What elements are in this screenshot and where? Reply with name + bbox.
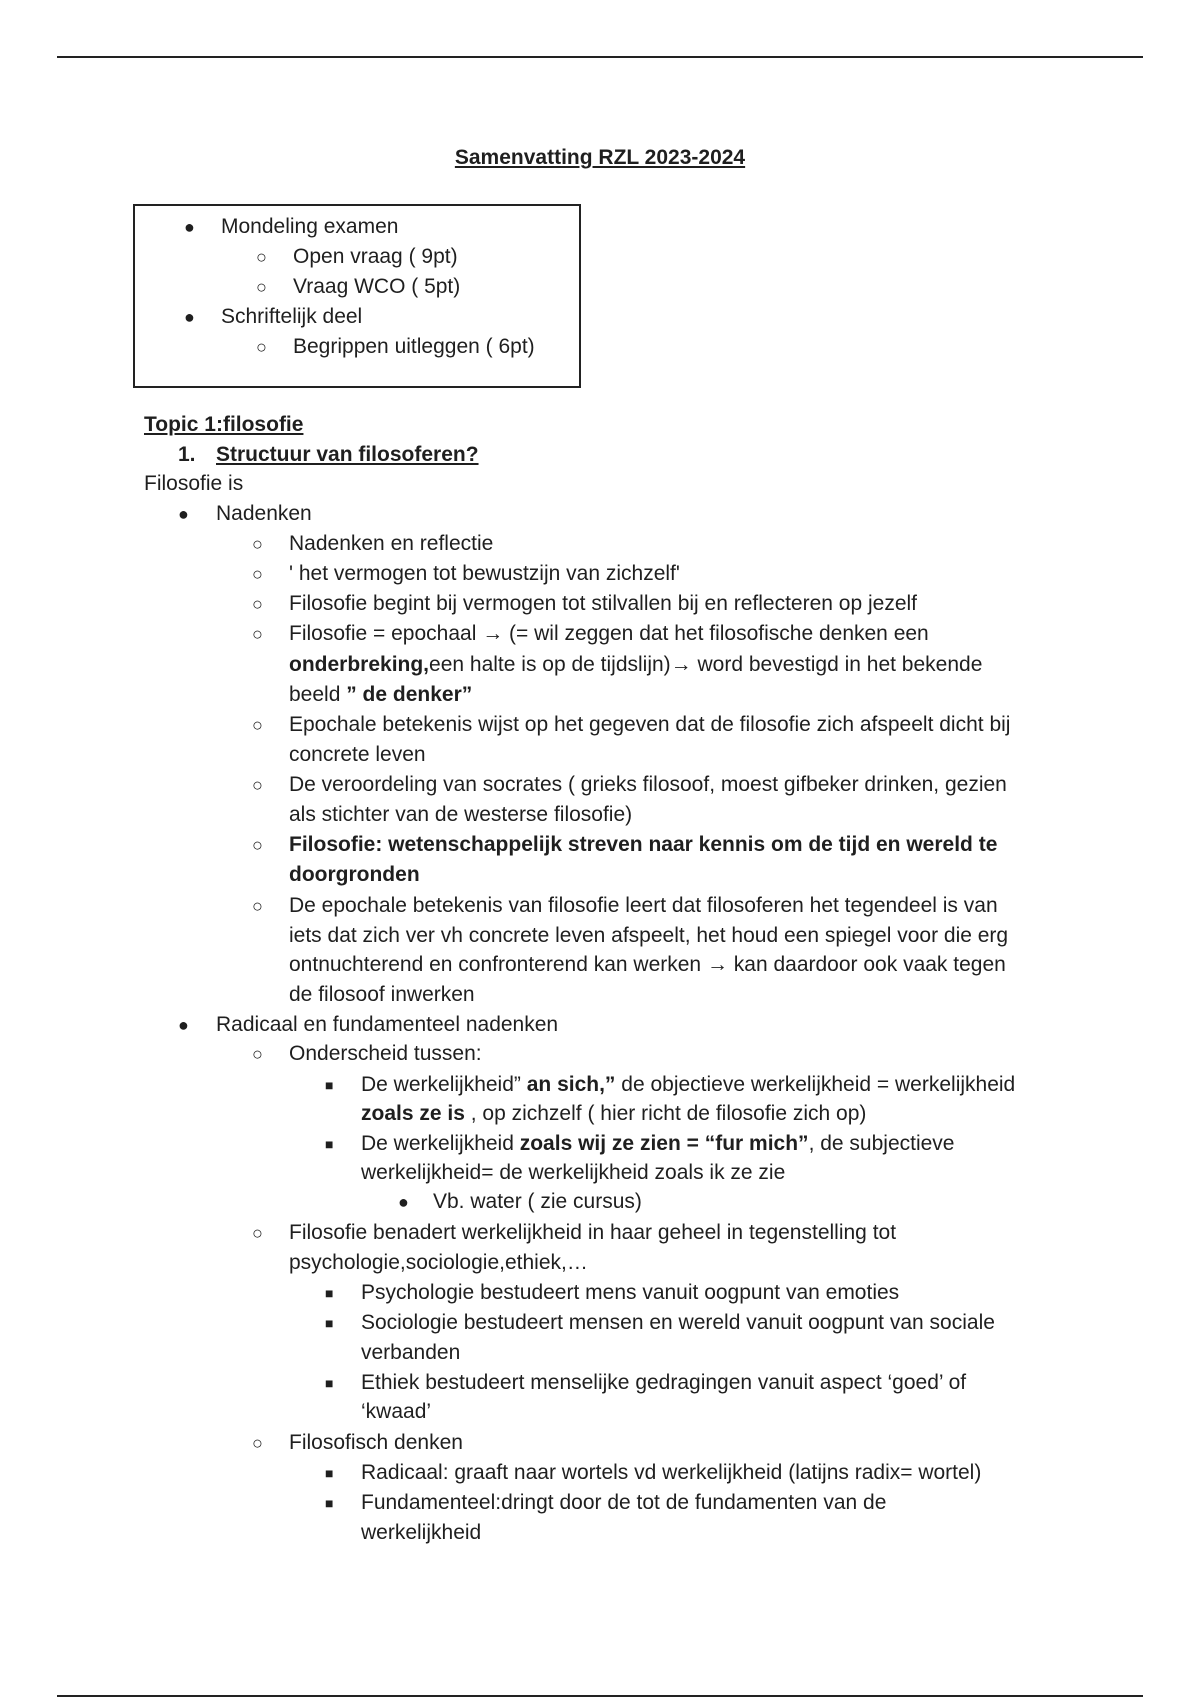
list-item: ● Radicaal en fundamenteel nadenken xyxy=(0,1010,1200,1040)
list-item-continued: als stichter van de westerse filosofie) xyxy=(289,803,633,826)
circle-bullet-icon: ○ xyxy=(256,337,267,357)
list-item: ■ De werkelijkheid” an sich,” de objectieve werkelijkheid = werkelijkheid xyxy=(0,1070,1200,1100)
disc-bullet-icon: ● xyxy=(398,1192,409,1212)
list-item-continued: beeld ” de denker” xyxy=(289,683,473,706)
circle-bullet-icon: ○ xyxy=(252,594,263,614)
circle-bullet-icon: ○ xyxy=(252,534,263,554)
list-item: ○ Nadenken en reflectie xyxy=(0,529,1200,559)
square-bullet-icon: ■ xyxy=(325,1077,334,1093)
list-item: ■ De werkelijkheid zoals wij ze zien = “fur mich”, de subjectieve xyxy=(0,1129,1200,1159)
list-item: ○ Open vraag ( 9pt) xyxy=(0,242,1200,272)
list-item: ○ Filosofie = epochaal → (= wil zeggen dat het filosofische denken een xyxy=(0,619,1200,649)
list-item-continued: ‘kwaad’ xyxy=(361,1400,432,1423)
circle-bullet-icon: ○ xyxy=(256,247,267,267)
circle-bullet-icon: ○ xyxy=(252,564,263,584)
list-item-continued: concrete leven xyxy=(289,743,426,766)
circle-bullet-icon: ○ xyxy=(252,1433,263,1453)
list-item: ○ De veroordeling van socrates ( grieks filosoof, moest gifbeker drinken, gezien xyxy=(0,770,1200,800)
list-item: ■ Sociologie bestudeert mensen en wereld vanuit oogpunt van sociale xyxy=(0,1308,1200,1338)
list-item-continued: de filosoof inwerken xyxy=(289,983,475,1006)
list-item: ■ Psychologie bestudeert mens vanuit oogpunt van emoties xyxy=(0,1278,1200,1308)
list-item: ■ Fundamenteel:dringt door de tot de fundamenten van de xyxy=(0,1488,1200,1518)
square-bullet-icon: ■ xyxy=(325,1285,334,1301)
list-item-continued: onderbreking,een halte is op de tijdslijn)→ word bevestigd in het bekende xyxy=(289,653,983,676)
circle-bullet-icon: ○ xyxy=(256,277,267,297)
intro-text: Filosofie is xyxy=(144,472,244,495)
circle-bullet-icon: ○ xyxy=(252,775,263,795)
list-item: ○ Begrippen uitleggen ( 6pt) xyxy=(0,332,1200,362)
list-item: ● Schriftelijk deel xyxy=(0,302,1200,332)
list-item: ○ Filosofisch denken xyxy=(0,1428,1200,1458)
list-item-continued: zoals ze is , op zichzelf ( hier richt de filosofie zich op) xyxy=(361,1102,867,1125)
list-item: ○ Onderscheid tussen: xyxy=(0,1039,1200,1069)
list-item: ○ Filosofie begint bij vermogen tot stilvallen bij en reflecteren op jezelf xyxy=(0,589,1200,619)
disc-bullet-icon: ● xyxy=(184,217,195,237)
square-bullet-icon: ■ xyxy=(325,1375,334,1391)
list-item-continued: ontnuchterend en confronterend kan werken → kan daardoor ook vaak tegen xyxy=(289,953,1006,976)
circle-bullet-icon: ○ xyxy=(252,1223,263,1243)
circle-bullet-icon: ○ xyxy=(252,896,263,916)
document-title: Samenvatting RZL 2023-2024 xyxy=(454,146,746,169)
list-item: ○ Epochale betekenis wijst op het gegeven dat de filosofie zich afspeelt dicht bij xyxy=(0,710,1200,740)
circle-bullet-icon: ○ xyxy=(252,715,263,735)
list-item-continued: werkelijkheid= de werkelijkheid zoals ik ze zie xyxy=(361,1161,786,1184)
footer-rule xyxy=(57,1695,1143,1697)
list-item: ○ Filosofie: wetenschappelijk streven naar kennis om de tijd en wereld te xyxy=(0,830,1200,860)
disc-bullet-icon: ● xyxy=(178,504,189,524)
list-item: ■ Ethiek bestudeert menselijke gedragingen vanuit aspect ‘goed’ of xyxy=(0,1368,1200,1398)
list-item: ○ Filosofie benadert werkelijkheid in haar geheel in tegenstelling tot xyxy=(0,1218,1200,1248)
list-item-continued: werkelijkheid xyxy=(361,1521,482,1544)
list-item-continued: iets dat zich ver vh concrete leven afspeelt, het houd een spiegel voor die erg xyxy=(289,924,1009,947)
list-item: ○ De epochale betekenis van filosofie leert dat filosoferen het tegendeel is van xyxy=(0,891,1200,921)
square-bullet-icon: ■ xyxy=(325,1465,334,1481)
header-rule xyxy=(57,56,1143,58)
disc-bullet-icon: ● xyxy=(184,307,195,327)
list-item: ■ Radicaal: graaft naar wortels vd werkelijkheid (latijns radix= wortel) xyxy=(0,1458,1200,1488)
disc-bullet-icon: ● xyxy=(178,1015,189,1035)
circle-bullet-icon: ○ xyxy=(252,1044,263,1064)
circle-bullet-icon: ○ xyxy=(252,835,263,855)
square-bullet-icon: ■ xyxy=(325,1136,334,1152)
list-item: ● Nadenken xyxy=(0,499,1200,529)
list-item: ● Mondeling examen xyxy=(0,212,1200,242)
topic-heading: Topic 1:filosofie xyxy=(144,413,304,436)
list-item: ● Vb. water ( zie cursus) xyxy=(0,1187,1200,1217)
square-bullet-icon: ■ xyxy=(325,1495,334,1511)
square-bullet-icon: ■ xyxy=(325,1315,334,1331)
list-item: ○ ' het vermogen tot bewustzijn van zichzelf' xyxy=(0,559,1200,589)
section-heading: 1. Structuur van filosoferen? xyxy=(178,443,479,466)
list-item-continued: doorgronden xyxy=(289,863,420,886)
list-item-continued: verbanden xyxy=(361,1341,461,1364)
list-item-continued: psychologie,sociologie,ethiek,… xyxy=(289,1251,588,1274)
list-item: ○ Vraag WCO ( 5pt) xyxy=(0,272,1200,302)
circle-bullet-icon: ○ xyxy=(252,624,263,644)
